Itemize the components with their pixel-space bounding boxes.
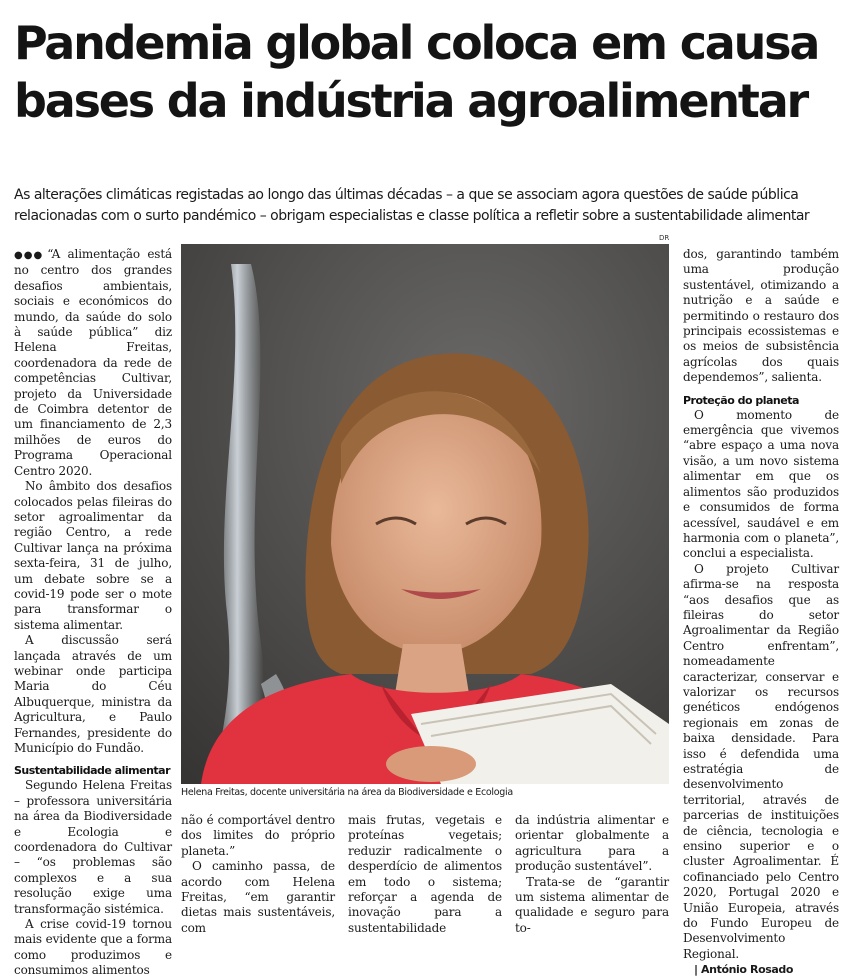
lead-paragraph: As alterações climáticas registadas ao longo das últimas décadas – a que se associam agora questões de saúde pública relacionadas com o surto pandémico – obrigam especialistas e classe política a refletir sobre a sustentabilidade alimentar: [14, 187, 810, 224]
body-paragraph: No âmbito dos desafios colocados pelas fileiras do setor agroalimentar da região Centro, a rede Cultivar lança na próxima sexta-feira, 31 de julho, um debate sobre se a covid-19 pode ser o mote para transformar o sistema alimentar.: [14, 479, 172, 632]
body-paragraph: dos, garantindo também uma produção sustentável, otimizando a nutrição e a saúde e permitindo o restauro dos principais ecossistemas e os meios de subsistência agrícolas dos quais dependemos”, salienta.: [683, 247, 839, 385]
body-paragraph: da indústria alimentar e orientar globalmente a agricultura para a produção sustentável”.: [515, 813, 669, 874]
portrait-photo: [181, 244, 669, 784]
headline-line-2: bases da indústria agroalimentar: [14, 74, 808, 128]
body-paragraph: O projeto Cultivar afirma-se na resposta “aos desafios que as fileiras do setor Agroalimentar da Região Centro enfrentam”, nomeadamente caracterizar, conservar e valorizar os recursos genéticos endógenos regionais em zonas de baixa densidade. Para isso é defendida uma estratégia de desenvolvimento territorial, através de parcerias de instituições de ciência, tecnologia e ensino superior e o cluster Agroalimentar. É cofinanciado pelo Centro 2020, Portugal 2020 e União Europeia, através do Fundo Europeu de Desenvolvimento Regional.: [683, 561, 839, 961]
article-column-3: [348, 813, 502, 936]
body-paragraph: O momento de emergência que vivemos “abre espaço a uma nova visão, a um novo sistema alimentar em que os alimentos são produzidos e consumidos de forma acessível, saudável e em harmonia com o planeta”, conclui a especialista.: [683, 407, 839, 561]
author-signature: | António Rosado: [694, 963, 794, 977]
subheading: Sustentabilidade alimentar: [14, 764, 171, 778]
headline: [14, 14, 844, 130]
article-column-5: [683, 247, 839, 977]
body-paragraph: não é comportável dentro dos limites do próprio planeta.”: [181, 813, 335, 858]
article-column-2: [181, 813, 335, 936]
body-paragraph: mais frutas, vegetais e proteínas vegetais; reduzir radicalmente o desperdício de alimentos em todo o sistema; reforçar a agenda de inovação para a sustentabilidade: [348, 813, 502, 935]
article-column-1: [14, 247, 172, 978]
body-paragraph: ●●● “A alimentação está no centro dos grandes desafios ambientais, sociais e económicos do mundo, da saúde do solo à saúde pública” diz Helena Freitas, coordenadora da rede de competências Cultivar, projeto da Universidade de Coimbra detentor de um financiamento de 2,3 milhões de euros do Programa Operacional Centro 2020.: [14, 247, 172, 478]
body-paragraph: Trata-se de “garantir um sistema alimentar de qualidade e seguro para to-: [515, 874, 669, 935]
portrait-illustration: [181, 244, 669, 784]
body-paragraph: Segundo Helena Freitas – professora universitária na área da Biodiversidade e Ecologia e coordenadora do Cultivar – “os problemas são complexos e a sua resolução exige uma transformação sistémica.: [14, 778, 172, 916]
body-paragraph: A crise covid-19 tornou mais evidente que a forma como produzimos e consumimos alimentos: [14, 917, 172, 978]
bullet-dots-icon: ●●●: [14, 250, 44, 261]
subheading: Proteção do planeta: [683, 393, 799, 407]
body-paragraph: O caminho passa, de acordo com Helena Freitas, “em garantir dietas mais sustentáveis, com: [181, 859, 335, 935]
photo-credit: DR: [659, 234, 670, 242]
photo-caption: Helena Freitas, docente universitária na área da Biodiversidade e Ecologia: [181, 787, 513, 798]
body-paragraph: A discussão será lançada através de um webinar onde participa Maria do Céu Albuquerque, ministra da Agricultura, e Paulo Fernandes, presidente do Município do Fundão.: [14, 633, 172, 755]
headline-line-1: Pandemia global coloca em causa: [14, 16, 819, 70]
article-column-4: [515, 813, 669, 936]
